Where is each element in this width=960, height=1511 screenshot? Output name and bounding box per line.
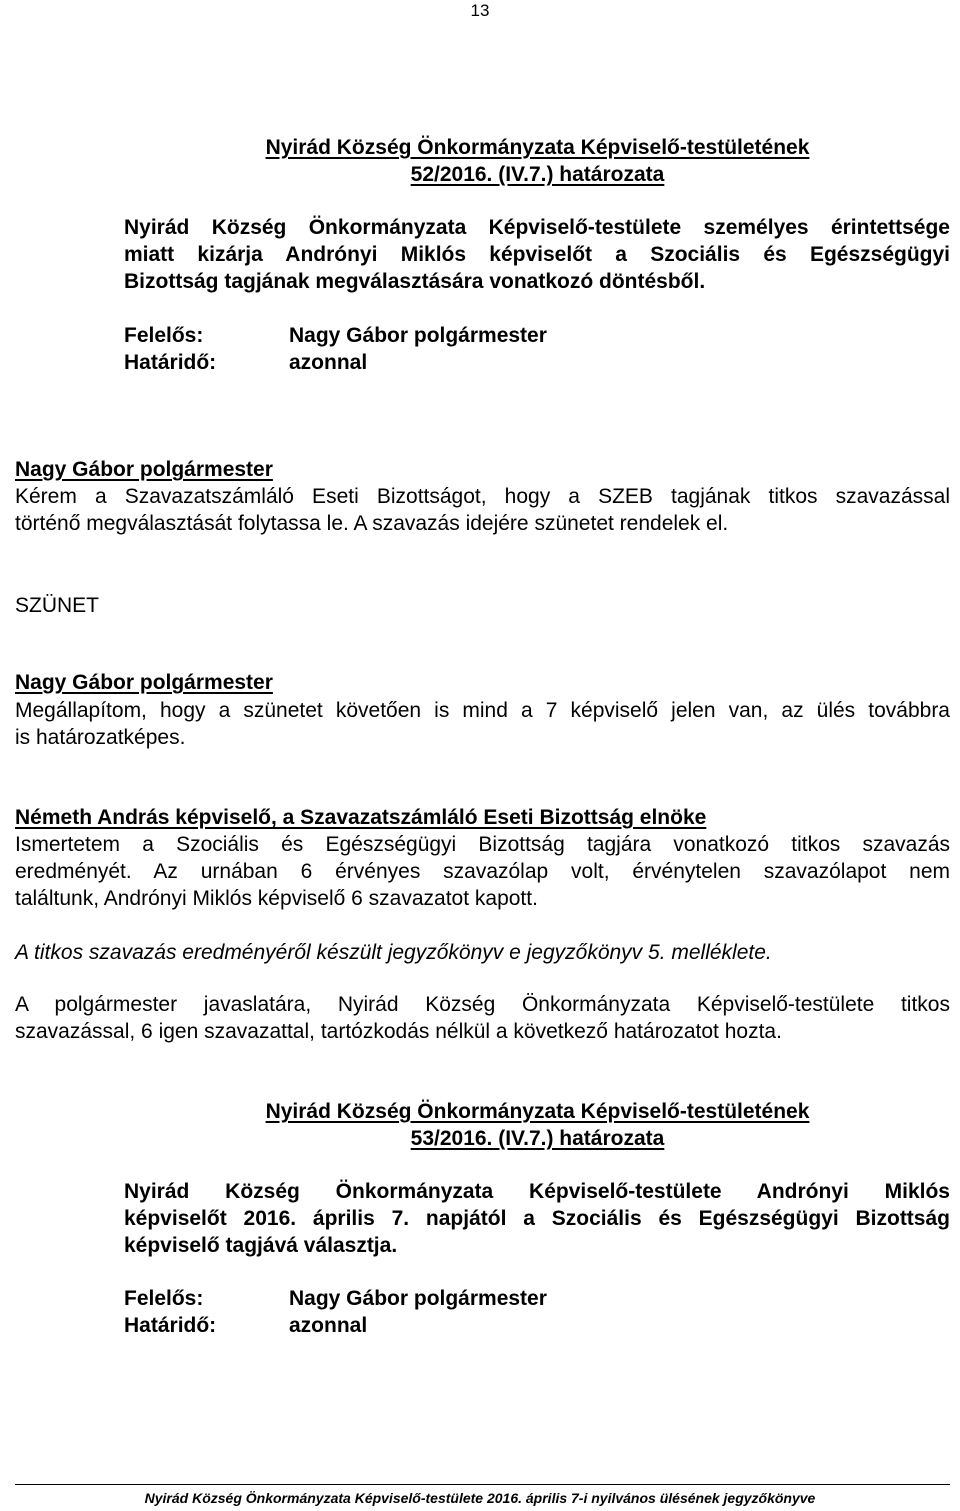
- speech-3-line: Ismertetem a Szociális és Egészségügyi Bizottság tagjára vonatkozó titkos szavazás: [15, 833, 950, 856]
- resolution-52-title-line-1: Nyirád Község Önkormányzata Képviselő-testületének: [265, 136, 810, 159]
- resolution-52-body-line: Nyirád Község Önkormányzata Képviselő-testülete személyes érintettsége: [124, 216, 950, 239]
- resolution-53-body: [124, 1178, 950, 1259]
- responsible-value: Nagy Gábor polgármester: [289, 1287, 547, 1310]
- speech-2-speaker: Nagy Gábor polgármester: [15, 671, 273, 694]
- footer-text: Nyirád Község Önkormányzata Képviselő-testülete 2016. április 7-i nyilvános ülésének jegyzőkönyve: [144, 1490, 816, 1506]
- speech-2-line: is határozatképes.: [15, 726, 186, 749]
- annex-note: A titkos szavazás eredményéről készült jegyzőkönyv e jegyzőkönyv 5. melléklete.: [15, 941, 772, 964]
- resolution-52-title-line-2: 52/2016. (IV.7.) határozata: [410, 163, 665, 186]
- speech-1-line: történő megválasztását folytassa le. A szavazás idejére szünetet rendelek el.: [15, 512, 729, 535]
- resolution-53-body-line: Nyirád Község Önkormányzata Képviselő-testülete Andrónyi Miklós: [124, 1180, 950, 1203]
- footer-divider: [15, 1484, 950, 1485]
- break-label: SZÜNET: [15, 594, 99, 617]
- resolution-52-responsible: [124, 322, 547, 349]
- speech-3-line: találtunk, Andrónyi Miklós képviselő 6 szavazatot kapott.: [15, 887, 538, 910]
- speech-3-line: eredményét. Az urnában 6 érvényes szavazólap volt, érvénytelen szavazólapot nem: [15, 860, 950, 883]
- speech-2-text: [15, 697, 950, 751]
- resolution-53-deadline: [124, 1312, 367, 1339]
- resolution-52-title: [0, 134, 960, 188]
- resolution-53-responsible: [124, 1285, 547, 1312]
- resolution-53-title-line-1: Nyirád Község Önkormányzata Képviselő-testületének: [265, 1100, 810, 1123]
- resolution-53-body-line: képviselőt 2016. április 7. napjától a Szociális és Egészségügyi Bizottság: [124, 1207, 950, 1230]
- deadline-label: Határidő:: [124, 351, 217, 374]
- speech-2-line: Megállapítom, hogy a szünetet követően is mind a 7 képviselő jelen van, az ülés továbbra: [15, 699, 950, 722]
- page-number: 13: [470, 1, 490, 20]
- speech-1-line: Kérem a Szavazatszámláló Eseti Bizottságot, hogy a SZEB tagjának titkos szavazással: [15, 485, 950, 508]
- resolution-52-body-line: Bizottság tagjának megválasztására vonatkozó döntésből.: [124, 270, 706, 293]
- deadline-value: azonnal: [289, 1314, 368, 1337]
- resolution-53-title-line-2: 53/2016. (IV.7.) határozata: [410, 1127, 665, 1150]
- resolution-53-title: [0, 1098, 960, 1152]
- decision-intro-line: A polgármester javaslatára, Nyirád Község Önkormányzata Képviselő-testülete titkos: [15, 993, 950, 1016]
- deadline-label: Határidő:: [124, 1314, 217, 1337]
- speech-3-speaker: Németh András képviselő, a Szavazatszámláló Eseti Bizottság elnöke: [15, 806, 707, 829]
- responsible-value: Nagy Gábor polgármester: [289, 324, 547, 347]
- speech-1-speaker: Nagy Gábor polgármester: [15, 458, 273, 481]
- speech-1-text: [15, 483, 950, 537]
- resolution-53-body-line: képviselő tagjává választja.: [124, 1234, 398, 1257]
- resolution-52-body-line: miatt kizárja Andrónyi Miklós képviselőt a Szociális és Egészségügyi: [124, 243, 950, 266]
- resolution-52-body: [124, 214, 950, 295]
- deadline-value: azonnal: [289, 351, 368, 374]
- decision-intro-line: szavazással, 6 igen szavazattal, tartózkodás nélkül a következő határozatot hozta.: [15, 1020, 782, 1043]
- resolution-52-deadline: [124, 349, 367, 376]
- speech-3-text: [15, 831, 950, 912]
- responsible-label: Felelős:: [124, 324, 204, 347]
- responsible-label: Felelős:: [124, 1287, 204, 1310]
- decision-intro: [15, 991, 950, 1045]
